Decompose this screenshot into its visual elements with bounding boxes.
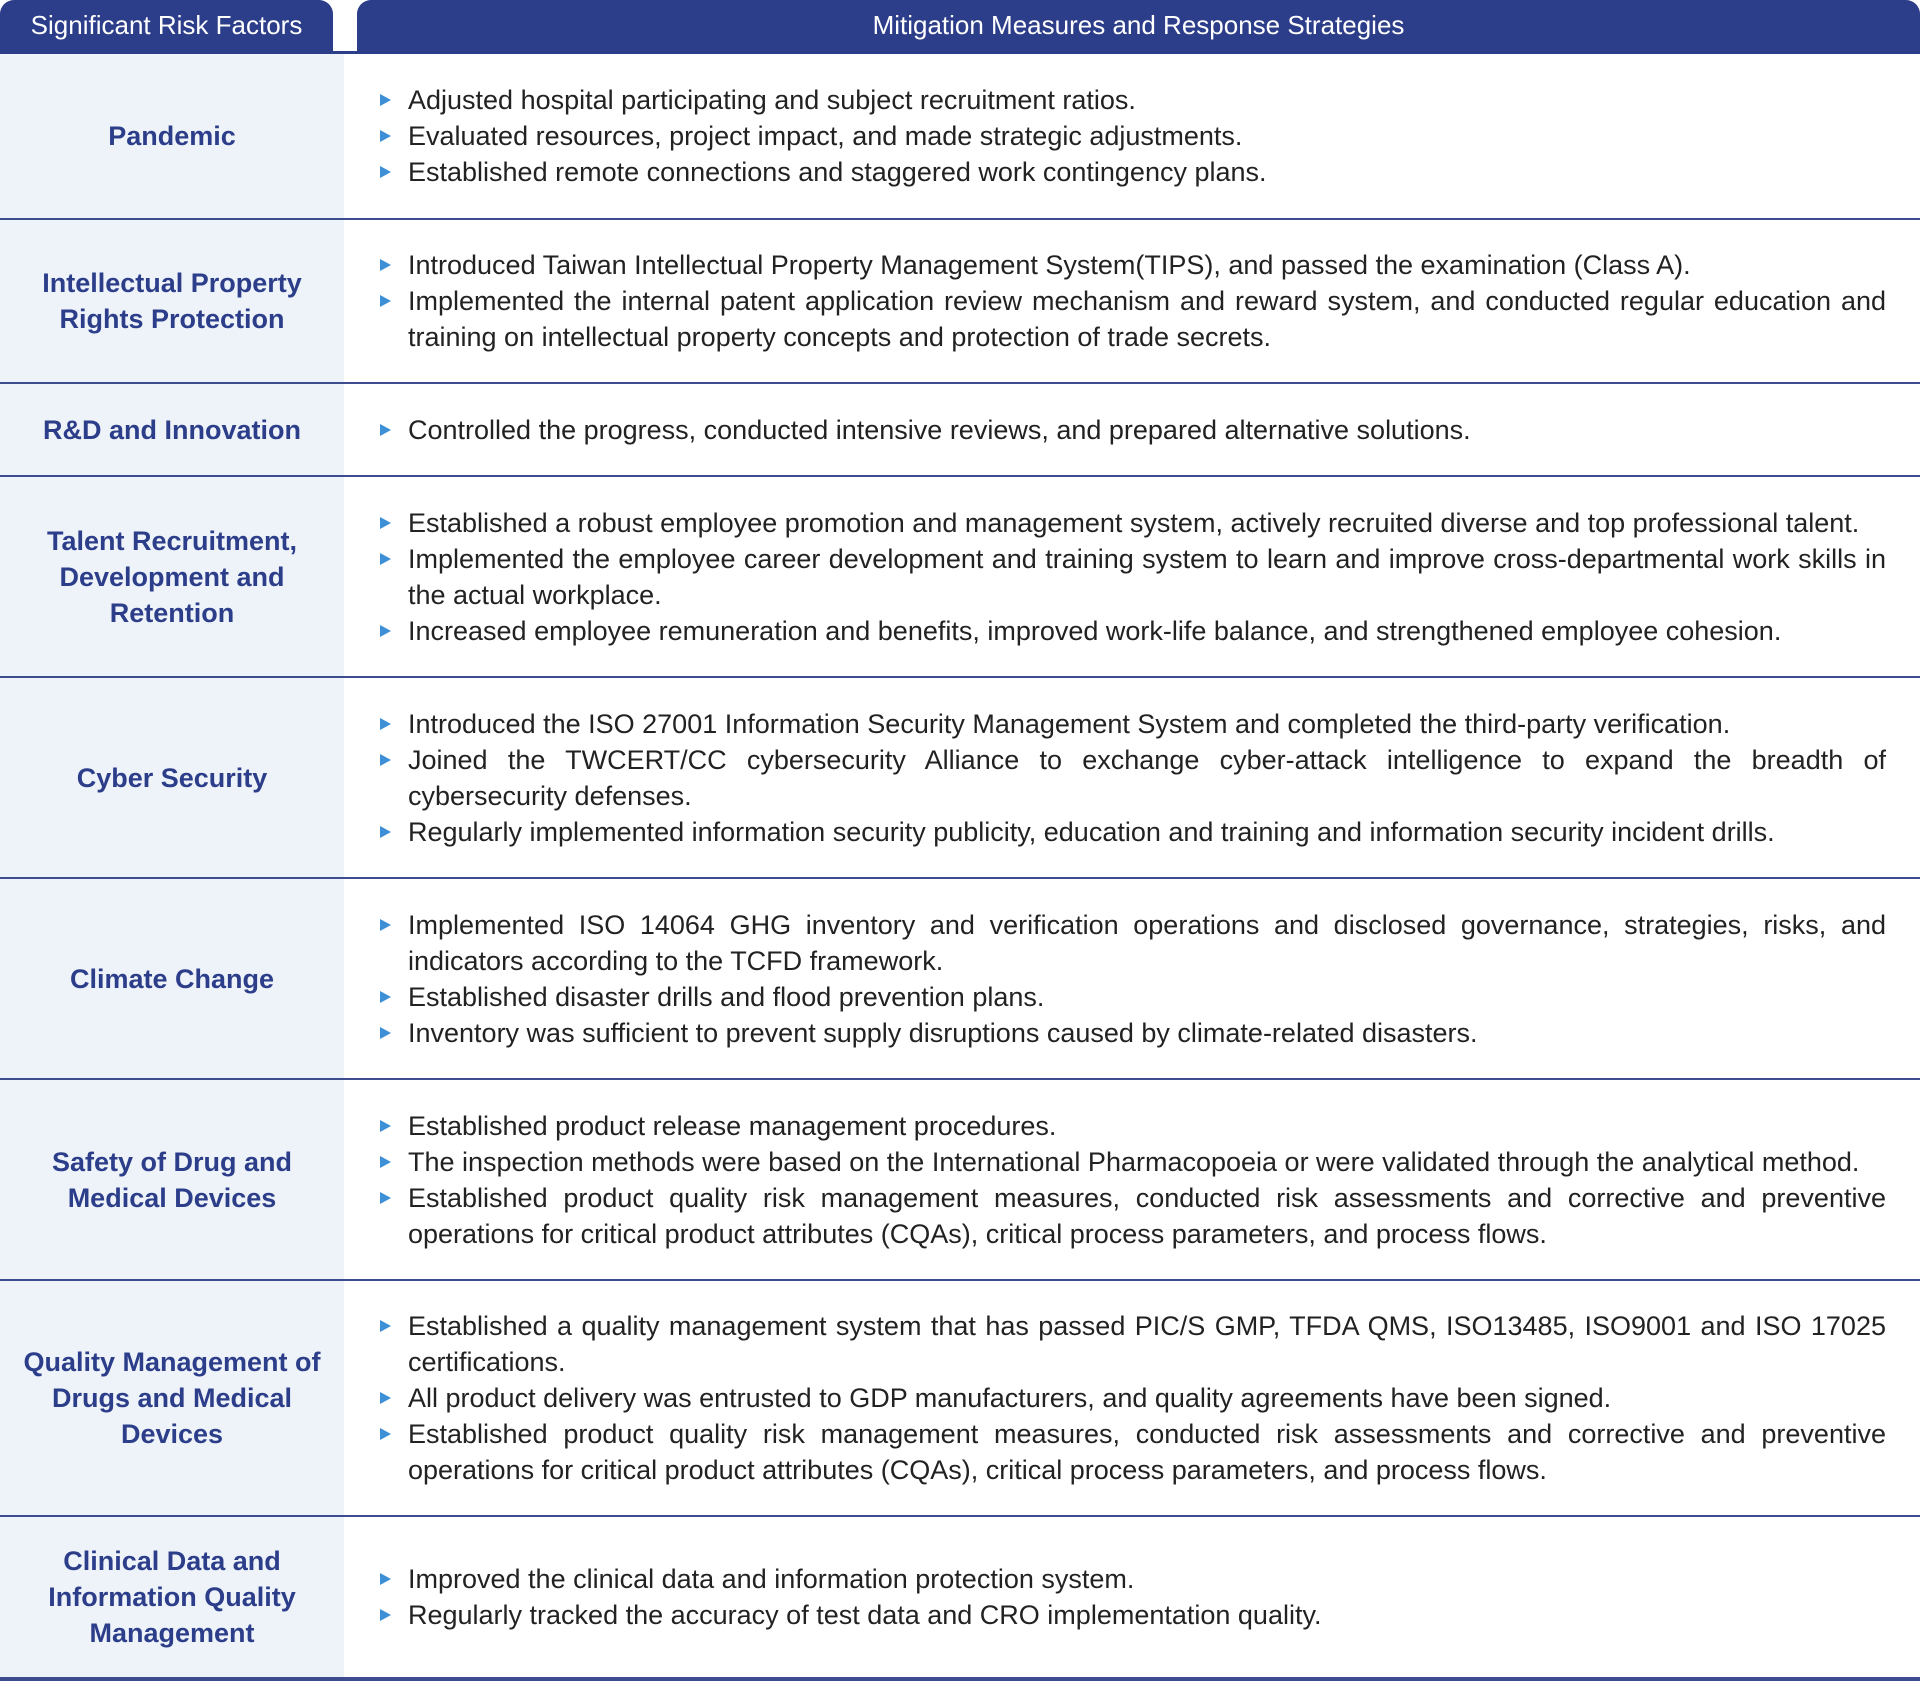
risk-factor: Quality Management of Drugs and Medical Devices — [0, 1281, 344, 1515]
risk-factor: Talent Recruitment, Development and Retention — [0, 477, 344, 676]
measure-item: Improved the clinical data and information protection system. — [380, 1561, 1886, 1597]
table-row — [0, 220, 1920, 384]
measure-item: Regularly implemented information security publicity, education and training and information security incident drills. — [380, 814, 1886, 850]
measure-item: Adjusted hospital participating and subject recruitment ratios. — [380, 82, 1886, 118]
triangle-right-icon — [380, 1392, 391, 1404]
triangle-right-icon — [380, 919, 391, 931]
triangle-right-icon — [380, 1120, 391, 1132]
triangle-right-icon — [380, 166, 391, 178]
triangle-right-icon — [380, 259, 391, 271]
measure-list — [344, 1517, 1920, 1677]
triangle-right-icon — [380, 1192, 391, 1204]
measure-item: Introduced the ISO 27001 Information Security Management System and completed the third-party verification. — [380, 706, 1886, 742]
measure-item: Established remote connections and staggered work contingency plans. — [380, 154, 1886, 190]
measure-item: Evaluated resources, project impact, and made strategic adjustments. — [380, 118, 1886, 154]
risk-factor: Cyber Security — [0, 678, 344, 877]
table-row — [0, 678, 1920, 879]
triangle-right-icon — [380, 754, 391, 766]
table-row — [0, 1281, 1920, 1517]
measure-item: Implemented the employee career development and training system to learn and improve cross-departmental work skills in the actual workplace. — [380, 541, 1886, 613]
triangle-right-icon — [380, 1428, 391, 1440]
measure-list — [344, 879, 1920, 1078]
triangle-right-icon — [380, 94, 391, 106]
table-row — [0, 384, 1920, 477]
risk-factor: Clinical Data and Information Quality Management — [0, 1517, 344, 1677]
measure-list — [344, 1281, 1920, 1515]
table-row — [0, 1517, 1920, 1681]
measure-item: Implemented ISO 14064 GHG inventory and verification operations and disclosed governance, strategies, risks, and indicators according to the TCFD framework. — [380, 907, 1886, 979]
measure-item: Introduced Taiwan Intellectual Property Management System(TIPS), and passed the examination (Class A). — [380, 247, 1886, 283]
risk-factor: Safety of Drug and Medical Devices — [0, 1080, 344, 1279]
measure-item: Implemented the internal patent application review mechanism and reward system, and conducted regular education and training on intellectual property concepts and protection of trade secrets. — [380, 283, 1886, 355]
measure-list — [344, 220, 1920, 382]
measure-item: Controlled the progress, conducted intensive reviews, and prepared alternative solutions. — [380, 412, 1886, 448]
triangle-right-icon — [380, 517, 391, 529]
risk-factor: Climate Change — [0, 879, 344, 1078]
measure-item: Regularly tracked the accuracy of test data and CRO implementation quality. — [380, 1597, 1886, 1633]
measure-item: Joined the TWCERT/CC cybersecurity Alliance to exchange cyber-attack intelligence to expand the breadth of cybersecurity defenses. — [380, 742, 1886, 814]
table-row — [0, 54, 1920, 220]
measure-item: Established product quality risk management measures, conducted risk assessments and corrective and preventive operations for critical product attributes (CQAs), critical process parameters, and process flows. — [380, 1180, 1886, 1252]
risk-factor: R&D and Innovation — [0, 384, 344, 475]
table-header — [0, 0, 1920, 54]
triangle-right-icon — [380, 826, 391, 838]
measure-item: Established disaster drills and flood prevention plans. — [380, 979, 1886, 1015]
measure-item: Increased employee remuneration and benefits, improved work-life balance, and strengthened employee cohesion. — [380, 613, 1886, 649]
triangle-right-icon — [380, 1320, 391, 1332]
measure-list — [344, 54, 1920, 218]
header-risk-factors: Significant Risk Factors — [0, 0, 333, 51]
measure-list — [344, 1080, 1920, 1279]
measure-item: Established product quality risk management measures, conducted risk assessments and corrective and preventive operations for critical product attributes (CQAs), critical process parameters, and process flows. — [380, 1416, 1886, 1488]
table-row — [0, 879, 1920, 1080]
risk-factor: Pandemic — [0, 54, 344, 218]
triangle-right-icon — [380, 130, 391, 142]
triangle-right-icon — [380, 1609, 391, 1621]
triangle-right-icon — [380, 295, 391, 307]
triangle-right-icon — [380, 553, 391, 565]
header-mitigation-measures: Mitigation Measures and Response Strategies — [357, 0, 1920, 51]
triangle-right-icon — [380, 991, 391, 1003]
measure-item: Established a quality management system that has passed PIC/S GMP, TFDA QMS, ISO13485, ISO9001 and ISO 17025 certifications. — [380, 1308, 1886, 1380]
risk-factor: Intellectual Property Rights Protection — [0, 220, 344, 382]
triangle-right-icon — [380, 1573, 391, 1585]
measure-item: Established product release management procedures. — [380, 1108, 1886, 1144]
triangle-right-icon — [380, 625, 391, 637]
measure-item: All product delivery was entrusted to GDP manufacturers, and quality agreements have been signed. — [380, 1380, 1886, 1416]
triangle-right-icon — [380, 424, 391, 436]
measure-list — [344, 477, 1920, 676]
table-row — [0, 477, 1920, 678]
triangle-right-icon — [380, 1027, 391, 1039]
measure-item: The inspection methods were based on the International Pharmacopoeia or were validated through the analytical method. — [380, 1144, 1886, 1180]
triangle-right-icon — [380, 718, 391, 730]
measure-item: Inventory was sufficient to prevent supply disruptions caused by climate-related disasters. — [380, 1015, 1886, 1051]
table-row — [0, 1080, 1920, 1281]
triangle-right-icon — [380, 1156, 391, 1168]
measure-list — [344, 678, 1920, 877]
measure-list — [344, 384, 1920, 475]
measure-item: Established a robust employee promotion and management system, actively recruited diverse and top professional talent. — [380, 505, 1886, 541]
